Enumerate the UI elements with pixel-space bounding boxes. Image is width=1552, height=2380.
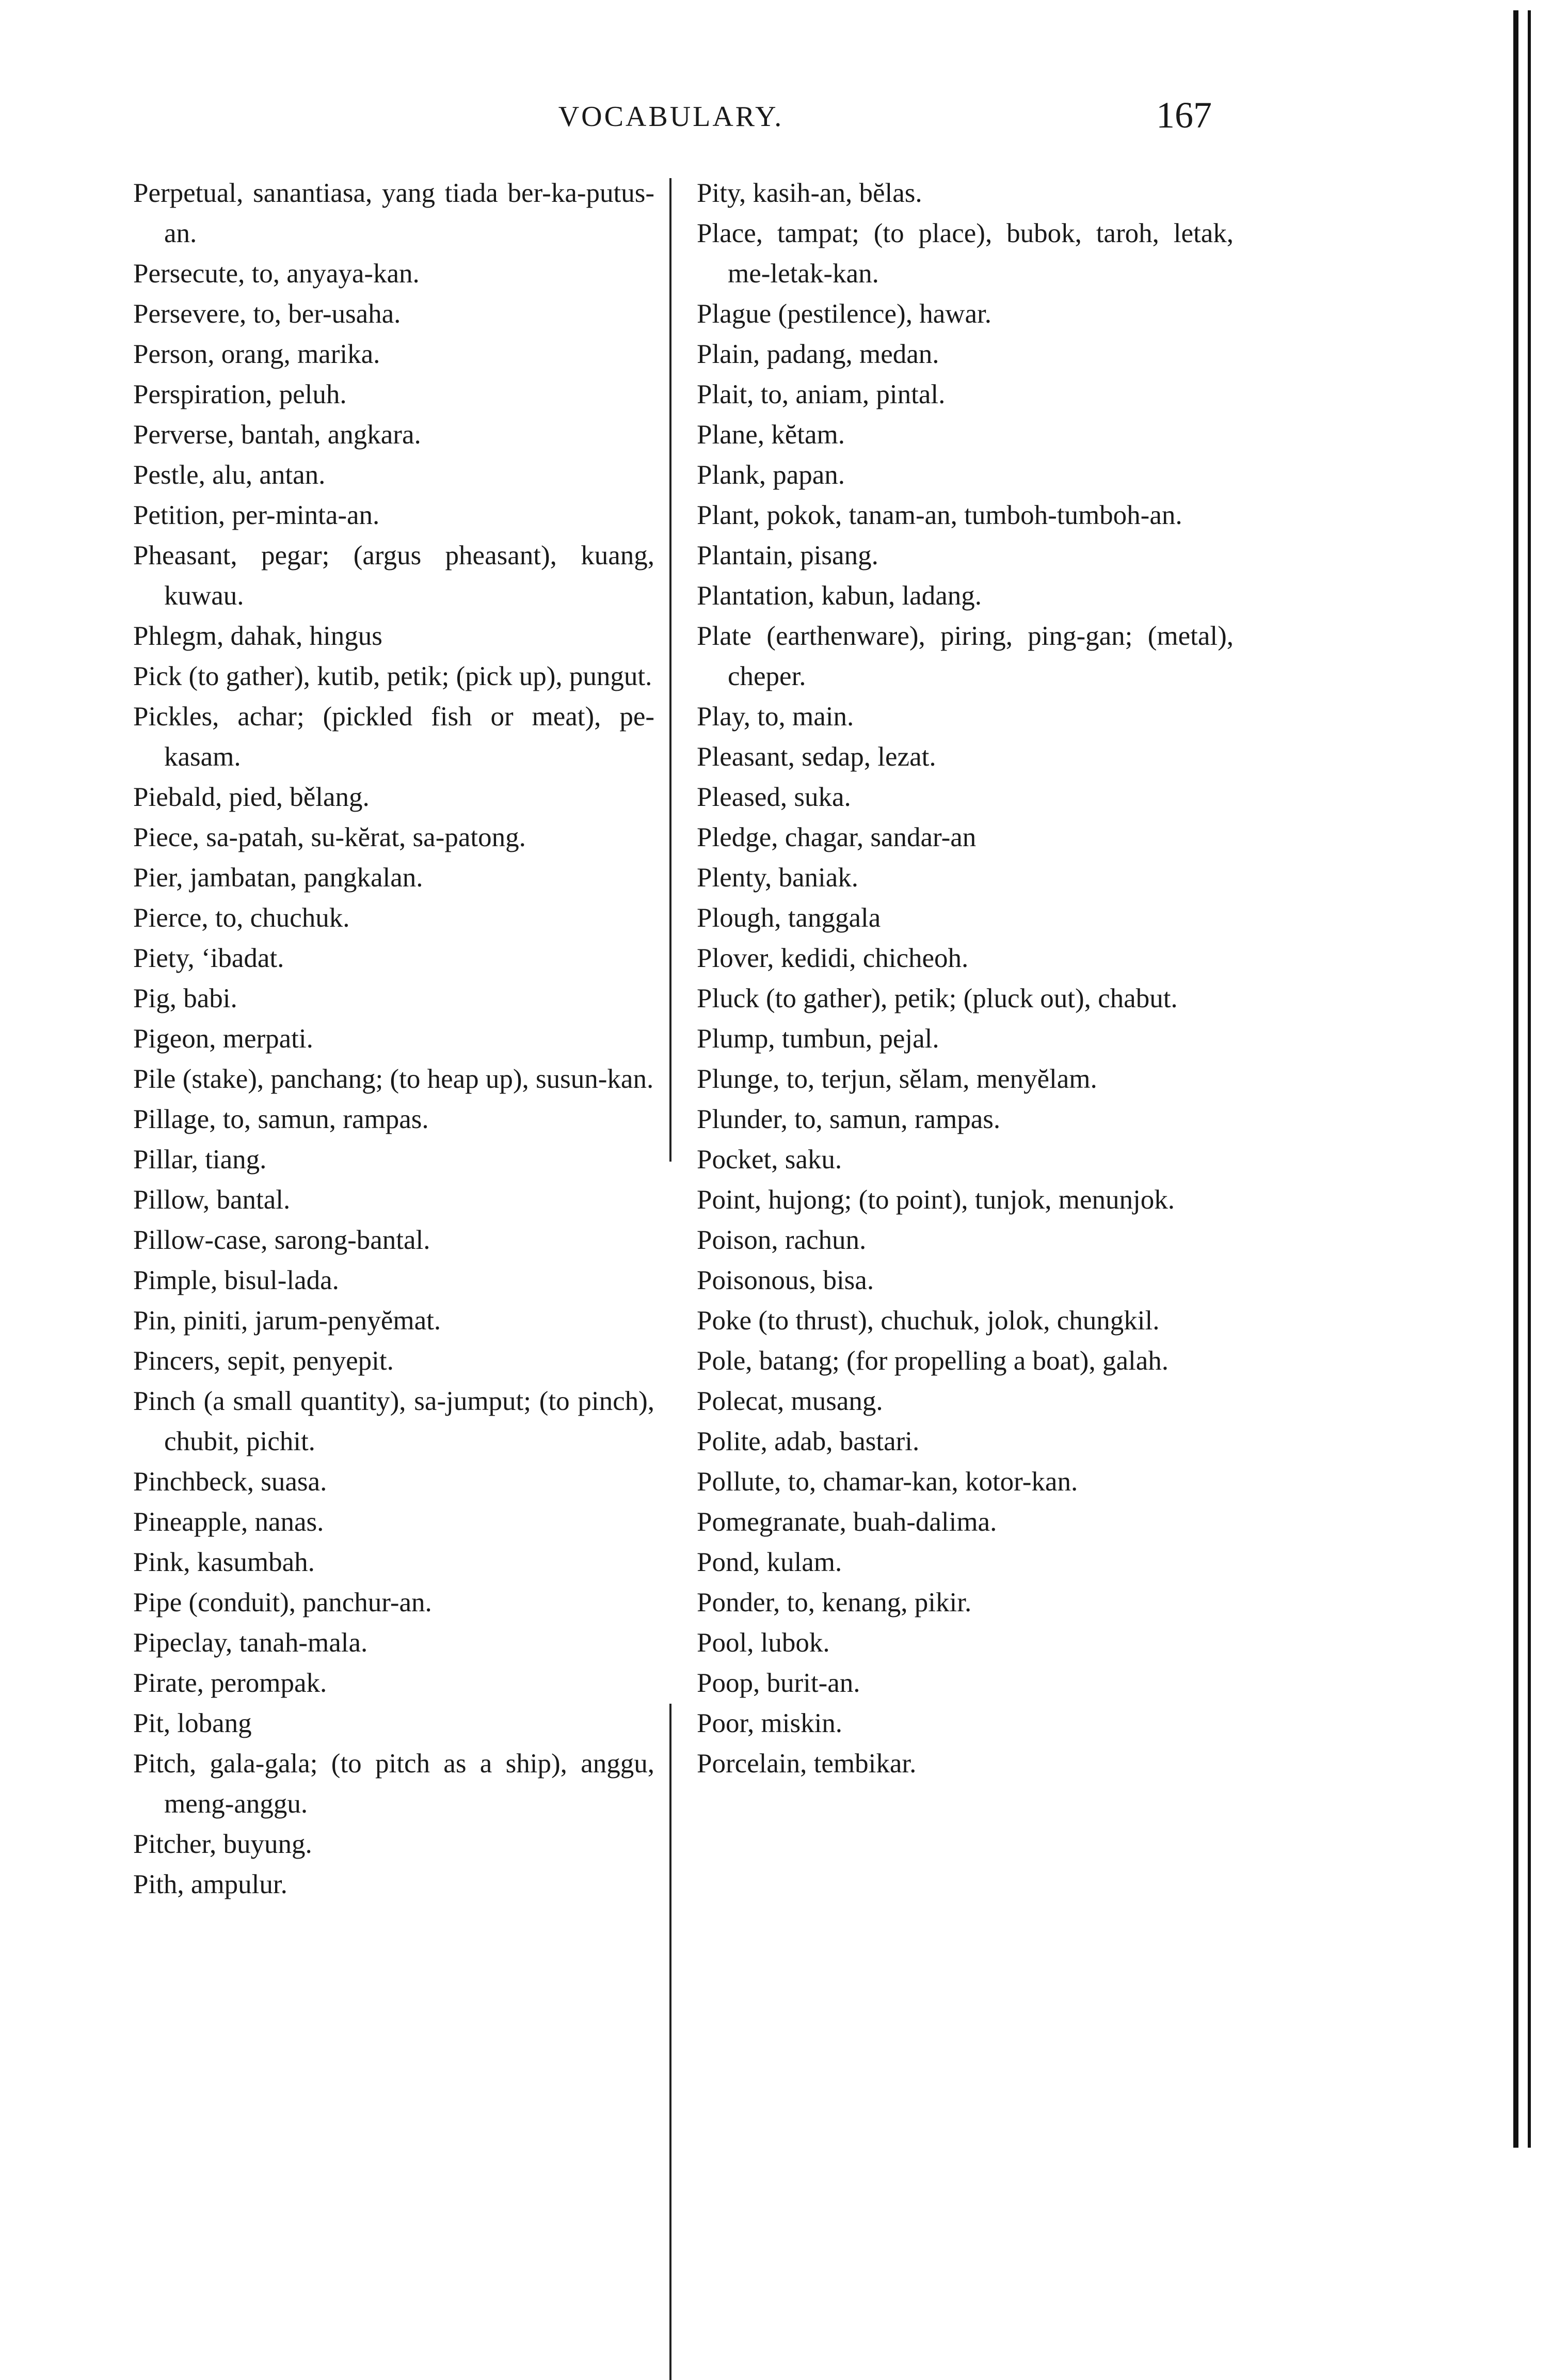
vocab-entry: Pin, piniti, jarum-penyĕmat.: [133, 1306, 441, 1336]
vocab-entry: Pink, kasumbah.: [133, 1547, 315, 1577]
vocab-entry: Pillar, tiang.: [133, 1145, 267, 1175]
vocab-entry: Plough, tanggala: [697, 903, 881, 933]
vocab-entry: Pomegranate, buah-dalima.: [697, 1507, 997, 1537]
vocab-entry: Point, hujong; (to point), tunjok, menunjok.: [697, 1185, 1175, 1215]
vocab-entry: Plait, to, aniam, pintal.: [697, 379, 946, 409]
vocab-entry: Plantain, pisang.: [697, 541, 878, 570]
vocab-entry: Place, tampat; (to place), bubok, taroh, letak, me-letak-kan.: [697, 218, 1234, 289]
vocab-entry: Poke (to thrust), chuchuk, jolok, chungkil.: [697, 1306, 1160, 1336]
vocab-entry: Pit, lobang: [133, 1708, 252, 1738]
vocab-entry: Perverse, bantah, angkara.: [133, 420, 421, 450]
vocab-entry: Poisonous, bisa.: [697, 1265, 874, 1295]
vocab-entry: Pincers, sepit, penyepit.: [133, 1346, 394, 1376]
left-column: [133, 173, 654, 1905]
vocab-entry: Pollute, to, chamar-kan, kotor-kan.: [697, 1467, 1078, 1497]
vocab-entry: Pole, batang; (for propelling a boat), galah.: [697, 1346, 1169, 1376]
vocab-entry: Plague (pestilence), hawar.: [697, 299, 991, 329]
vocab-entry: Polite, adab, bastari.: [697, 1426, 920, 1456]
vocab-entry: Pig, babi.: [133, 983, 237, 1013]
vocab-entry: Pheasant, pegar; (argus pheasant), kuang, kuwau.: [133, 541, 654, 611]
vocab-entry: Plane, kĕtam.: [697, 420, 845, 450]
vocab-entry: Plant, pokok, tanam-an, tumboh-tumboh-an.: [697, 500, 1182, 530]
vocab-entry: Pillow-case, sarong-bantal.: [133, 1225, 430, 1255]
vocab-entry: Pool, lubok.: [697, 1628, 830, 1658]
vocab-entry: Pleased, suka.: [697, 782, 851, 812]
vocab-entry: Pimple, bisul-lada.: [133, 1265, 339, 1295]
column-divider-upper: [669, 178, 671, 1162]
vocab-entry: Pitcher, buyung.: [133, 1829, 312, 1859]
vocab-entry: Pipe (conduit), panchur-an.: [133, 1588, 432, 1617]
vocab-entry: Person, orang, marika.: [133, 339, 380, 369]
vocab-entry: Pity, kasih-an, bĕlas.: [697, 178, 922, 208]
vocab-entry: Plate (earthenware), piring, ping-gan; (metal), cheper.: [697, 621, 1234, 691]
column-divider-lower: [669, 1704, 671, 2380]
vocab-entry: Pipeclay, tanah-mala.: [133, 1628, 368, 1658]
vocab-entry: Pledge, chagar, sandar-an: [697, 822, 977, 852]
vocab-entry: Poor, miskin.: [697, 1708, 843, 1738]
vocab-entry: Pick (to gather), kutib, petik; (pick up), pungut.: [133, 661, 652, 691]
vocab-entry: Persecute, to, anyaya-kan.: [133, 259, 420, 289]
vocab-entry: Piebald, pied, bělang.: [133, 782, 370, 812]
vocab-entry: Piety, ‘ibadat.: [133, 943, 284, 973]
page-edge-rule: [1513, 10, 1518, 2148]
vocab-entry: Pinch (a small quantity), sa-jumput; (to pinch), chubit, pichit.: [133, 1386, 654, 1456]
vocab-entry: Plenty, baniak.: [697, 863, 859, 893]
vocab-entry: Pith, ampulur.: [133, 1869, 287, 1899]
vocab-entry: Pierce, to, chuchuk.: [133, 903, 350, 933]
vocab-entry: Perspiration, peluh.: [133, 379, 347, 409]
right-column: [697, 173, 1234, 1784]
vocab-entry: Phlegm, dahak, hingus: [133, 621, 382, 651]
page-title: VOCABULARY.: [558, 101, 784, 133]
vocab-entry: Play, to, main.: [697, 702, 854, 732]
page-edge-rule-inner: [1528, 10, 1531, 2148]
vocab-entry: Pigeon, merpati.: [133, 1024, 313, 1054]
vocab-entry: Pirate, perompak.: [133, 1668, 327, 1698]
vocab-entry: Pocket, saku.: [697, 1145, 842, 1175]
vocab-entry: Plunder, to, samun, rampas.: [697, 1104, 1001, 1134]
vocab-entry: Poop, burit-an.: [697, 1668, 860, 1698]
page-number: 167: [1156, 94, 1212, 136]
vocab-entry: Pitch, gala-gala; (to pitch as a ship), anggu, meng-anggu.: [133, 1749, 654, 1819]
vocab-entry: Persevere, to, ber-usaha.: [133, 299, 401, 329]
vocab-entry: Pier, jambatan, pangkalan.: [133, 863, 423, 893]
vocab-entry: Ponder, to, kenang, pikir.: [697, 1588, 972, 1617]
vocab-entry: Pillow, bantal.: [133, 1185, 291, 1215]
vocab-entry: Porcelain, tembikar.: [697, 1749, 917, 1779]
vocab-entry: Pineapple, nanas.: [133, 1507, 324, 1537]
vocab-entry: Plantation, kabun, ladang.: [697, 581, 982, 611]
vocab-entry: Perpetual, sanantiasa, yang tiada ber-ka-putus-an.: [133, 178, 654, 248]
vocab-entry: Polecat, musang.: [697, 1386, 883, 1416]
vocab-entry: Pickles, achar; (pickled fish or meat), pe-kasam.: [133, 702, 654, 772]
vocab-entry: Pond, kulam.: [697, 1547, 842, 1577]
vocab-entry: Pile (stake), panchang; (to heap up), susun-kan.: [133, 1064, 654, 1094]
vocab-entry: Plump, tumbun, pejal.: [697, 1024, 939, 1054]
running-head: [0, 93, 1552, 139]
vocab-entry: Pluck (to gather), petik; (pluck out), chabut.: [697, 983, 1178, 1013]
vocab-entry: Petition, per-minta-an.: [133, 500, 380, 530]
vocab-entry: Plank, papan.: [697, 460, 845, 490]
vocab-entry: Plain, padang, medan.: [697, 339, 939, 369]
vocab-entry: Plover, kedidi, chicheoh.: [697, 943, 969, 973]
vocab-entry: Piece, sa-patah, su-kĕrat, sa-patong.: [133, 822, 526, 852]
vocab-entry: Poison, rachun.: [697, 1225, 867, 1255]
vocab-entry: Plunge, to, terjun, sĕlam, menyĕlam.: [697, 1064, 1097, 1094]
vocab-entry: Pinchbeck, suasa.: [133, 1467, 327, 1497]
vocab-entry: Pillage, to, samun, rampas.: [133, 1104, 429, 1134]
vocab-entry: Pestle, alu, antan.: [133, 460, 326, 490]
vocab-entry: Pleasant, sedap, lezat.: [697, 742, 936, 772]
